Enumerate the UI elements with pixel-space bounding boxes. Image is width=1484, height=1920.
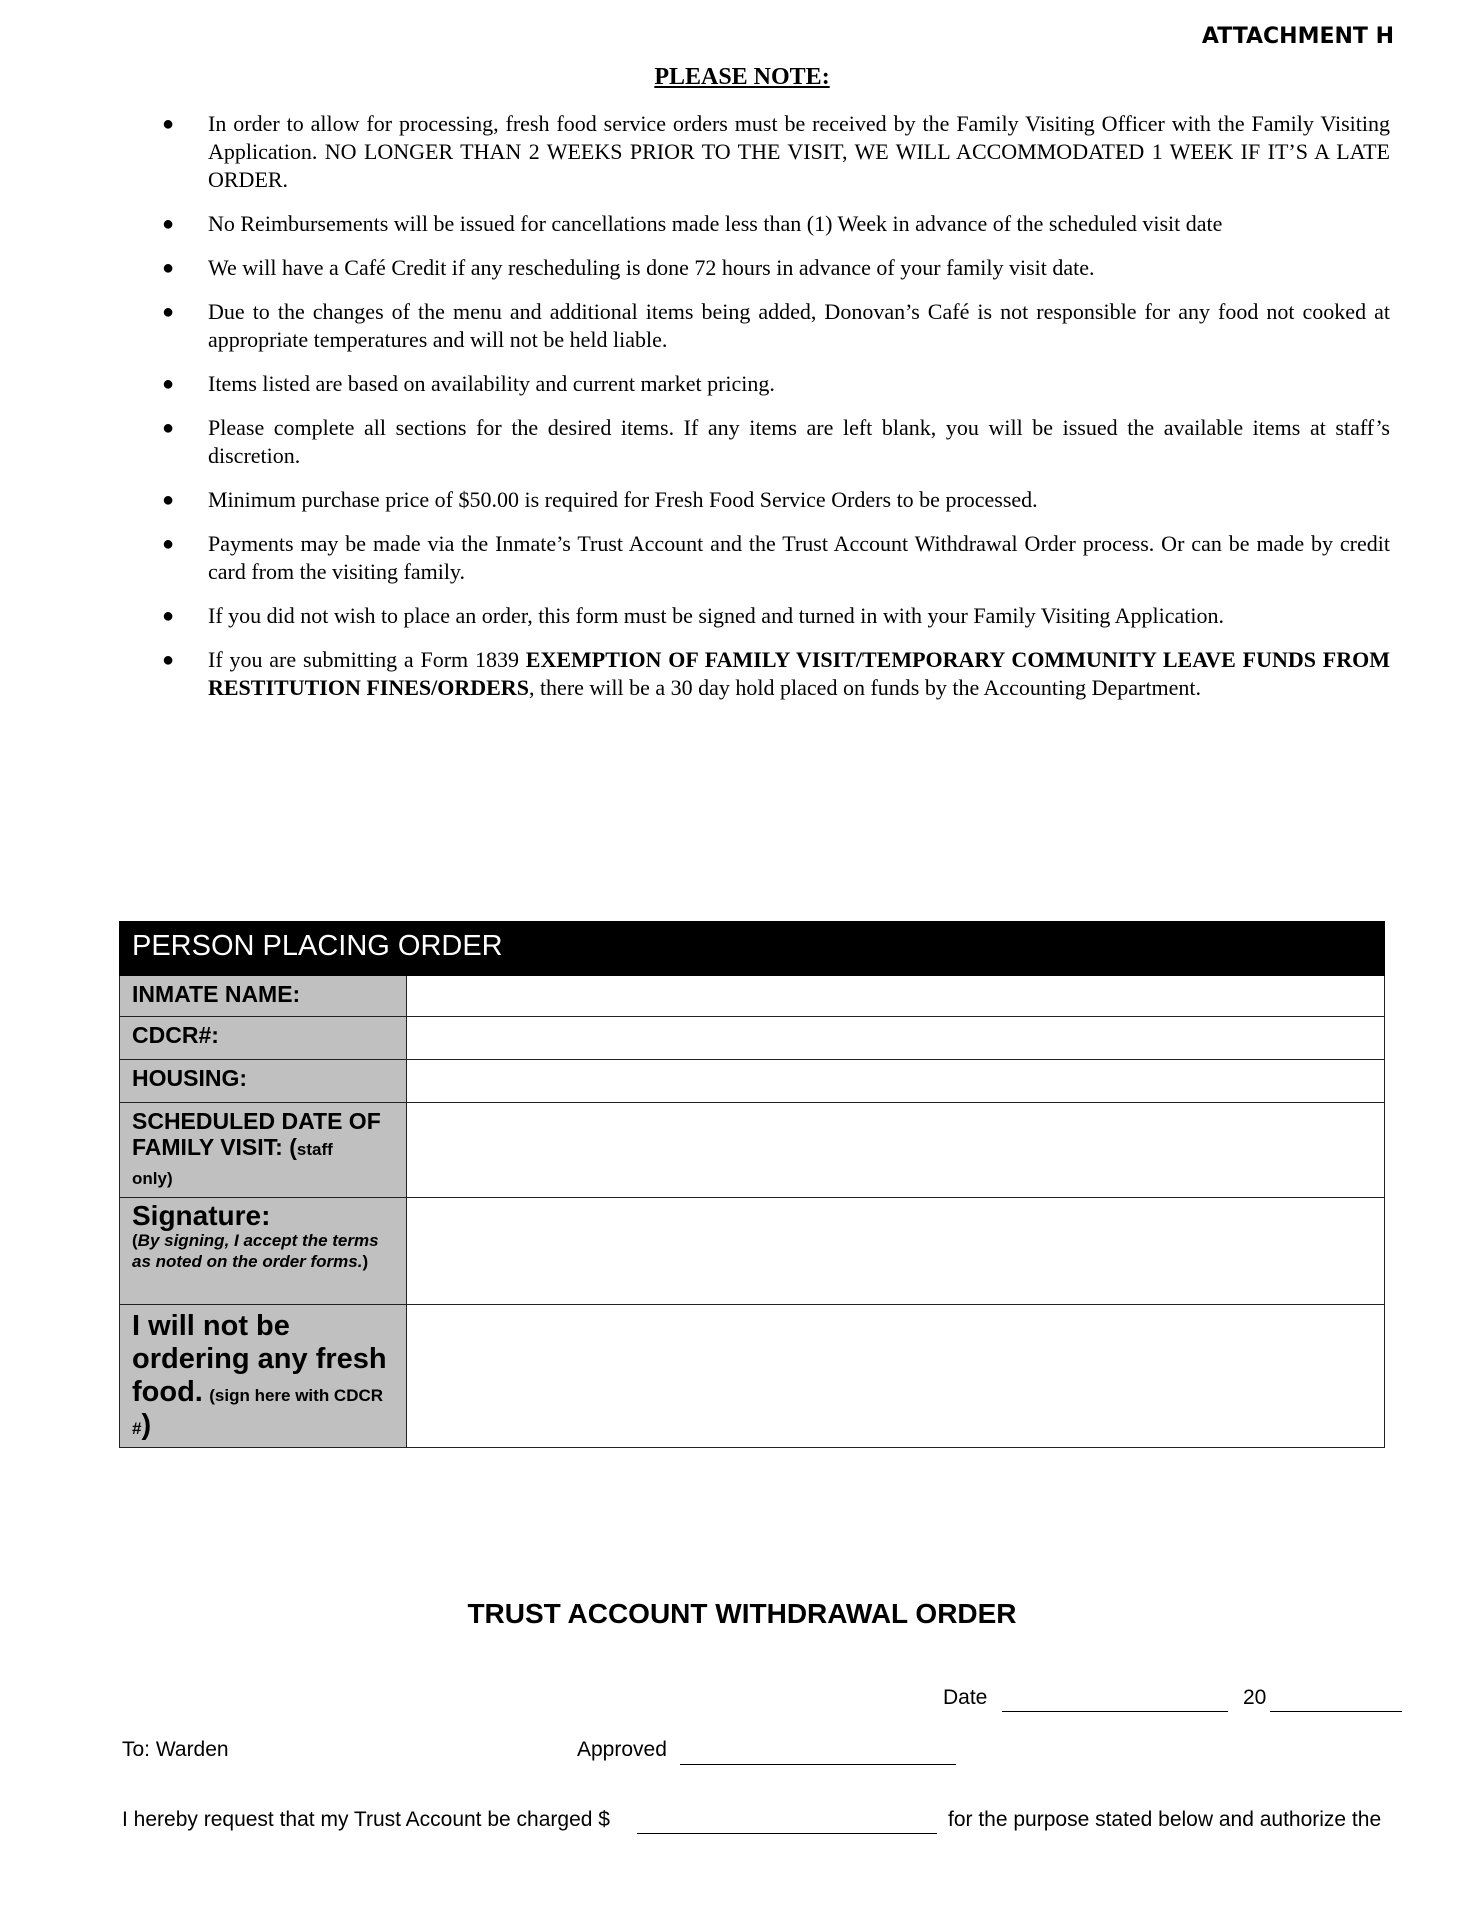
scheduled-date-text: SCHEDULED DATE OF FAMILY VISIT: ( [132,1108,381,1160]
notes-list [140,110,1390,718]
bullet-text: Please complete all sections for the desired items. If any items are left blank, you will be issued the available items at staff’s discretion. [208,415,1390,468]
please-note-heading: PLEASE NOTE: [654,64,830,90]
bullet-text-end: , there will be a 30 day hold placed on funds by the Accounting Department. [528,675,1201,700]
signature-field[interactable] [407,1198,1385,1305]
no-order-signature-field[interactable] [407,1305,1385,1448]
list-item [140,210,1390,238]
scheduled-date-field[interactable] [407,1103,1385,1198]
bullet-icon: ● [162,489,175,511]
request-text: I hereby request that my Trust Account be charged $ [122,1808,610,1831]
bullet-text: We will have a Café Credit if any rescheduling is done 72 hours in advance of your family visit date. [208,255,1095,280]
bullet-icon: ● [162,113,175,135]
list-item [140,298,1390,354]
bullet-icon: ● [162,213,175,235]
bullet-icon: ● [162,605,175,627]
list-item [140,602,1390,630]
year-label: 20 [1243,1686,1267,1709]
inmate-name-label: INMATE NAME: [120,976,407,1017]
cdcr-field[interactable] [407,1017,1385,1060]
bullet-text: If you did not wish to place an order, this form must be signed and turned in with your Family Visiting Application. [208,603,1224,628]
bullet-text: In order to allow for processing, fresh food service orders must be received by the Family Visiting Officer with the Family Visiting Application. NO LONGER THAN 2 WEEKS PRIOR TO THE VISIT, WE WILL ACCOMMODATED 1 WEEK IF IT’S A LATE ORDER. [208,111,1390,192]
approved-label: Approved [577,1738,667,1761]
bullet-icon: ● [162,257,175,279]
trust-withdrawal-title: TRUST ACCOUNT WITHDRAWAL ORDER [467,1598,1017,1629]
staff-note-end: only) [132,1169,173,1188]
signature-note: By signing, I accept the terms as noted on the order forms. [132,1231,379,1271]
date-label: Date [943,1686,988,1709]
bullet-text: Payments may be made via the Inmate’s Trust Account and the Trust Account Withdrawal Order process. Or can be made by credit card from the visiting family. [208,531,1390,584]
inmate-name-field[interactable] [407,976,1385,1017]
list-item [140,530,1390,586]
bullet-text: Due to the changes of the menu and additional items being added, Donovan’s Café is not responsible for any food not cooked at appropriate temperatures and will not be held liable. [208,299,1390,352]
staff-note: staff [296,1140,333,1159]
list-item [140,254,1390,282]
attachment-label: ATTACHMENT H [1201,24,1394,49]
to-warden-label: To: Warden [122,1738,229,1761]
person-placing-order-table [119,921,1385,1448]
bullet-icon: ● [162,373,175,395]
list-item [140,486,1390,514]
bullet-text: Items listed are based on availability and current market pricing. [208,371,775,396]
housing-field[interactable] [407,1060,1385,1103]
bullet-bold-text: EXEMPTION OF FAMILY VISIT/TEMPORARY COMMUNITY LEAVE FUNDS FROM RESTITUTION FINES/ORDERS [208,647,1390,700]
no-order-note: (sign here with CDCR # [132,1386,384,1438]
bullet-icon: ● [162,417,175,439]
bullet-icon: ● [162,649,175,671]
bullet-icon: ● [162,533,175,555]
bullet-text: If you are submitting a Form 1839 [208,647,526,672]
purpose-text: for the purpose stated below and authorize the [948,1808,1382,1831]
bullet-icon: ● [162,301,175,323]
bullet-text: Minimum purchase price of $50.00 is required for Fresh Food Service Orders to be processed. [208,487,1038,512]
signature-label [120,1198,407,1305]
paren-open: ( [132,1231,138,1250]
list-item [140,646,1390,702]
paren-close: ) [141,1409,152,1441]
bullet-text: No Reimbursements will be issued for cancellations made less than (1) Week in advance of the scheduled visit date [208,211,1223,236]
list-item [140,414,1390,470]
paren-close: ) [362,1252,369,1271]
housing-label: HOUSING: [120,1060,407,1103]
no-order-label [120,1305,407,1448]
approved-field[interactable] [680,1741,956,1765]
list-item [140,110,1390,194]
table-header: PERSON PLACING ORDER [120,922,1385,976]
signature-text: Signature: [132,1200,271,1231]
amount-field[interactable] [637,1812,937,1834]
year-field[interactable] [1270,1689,1402,1712]
list-item [140,370,1390,398]
date-field[interactable] [1002,1689,1228,1712]
scheduled-date-label [120,1103,407,1198]
no-order-text: I will not be ordering any fresh food. [132,1310,387,1408]
cdcr-label: CDCR#: [120,1017,407,1060]
